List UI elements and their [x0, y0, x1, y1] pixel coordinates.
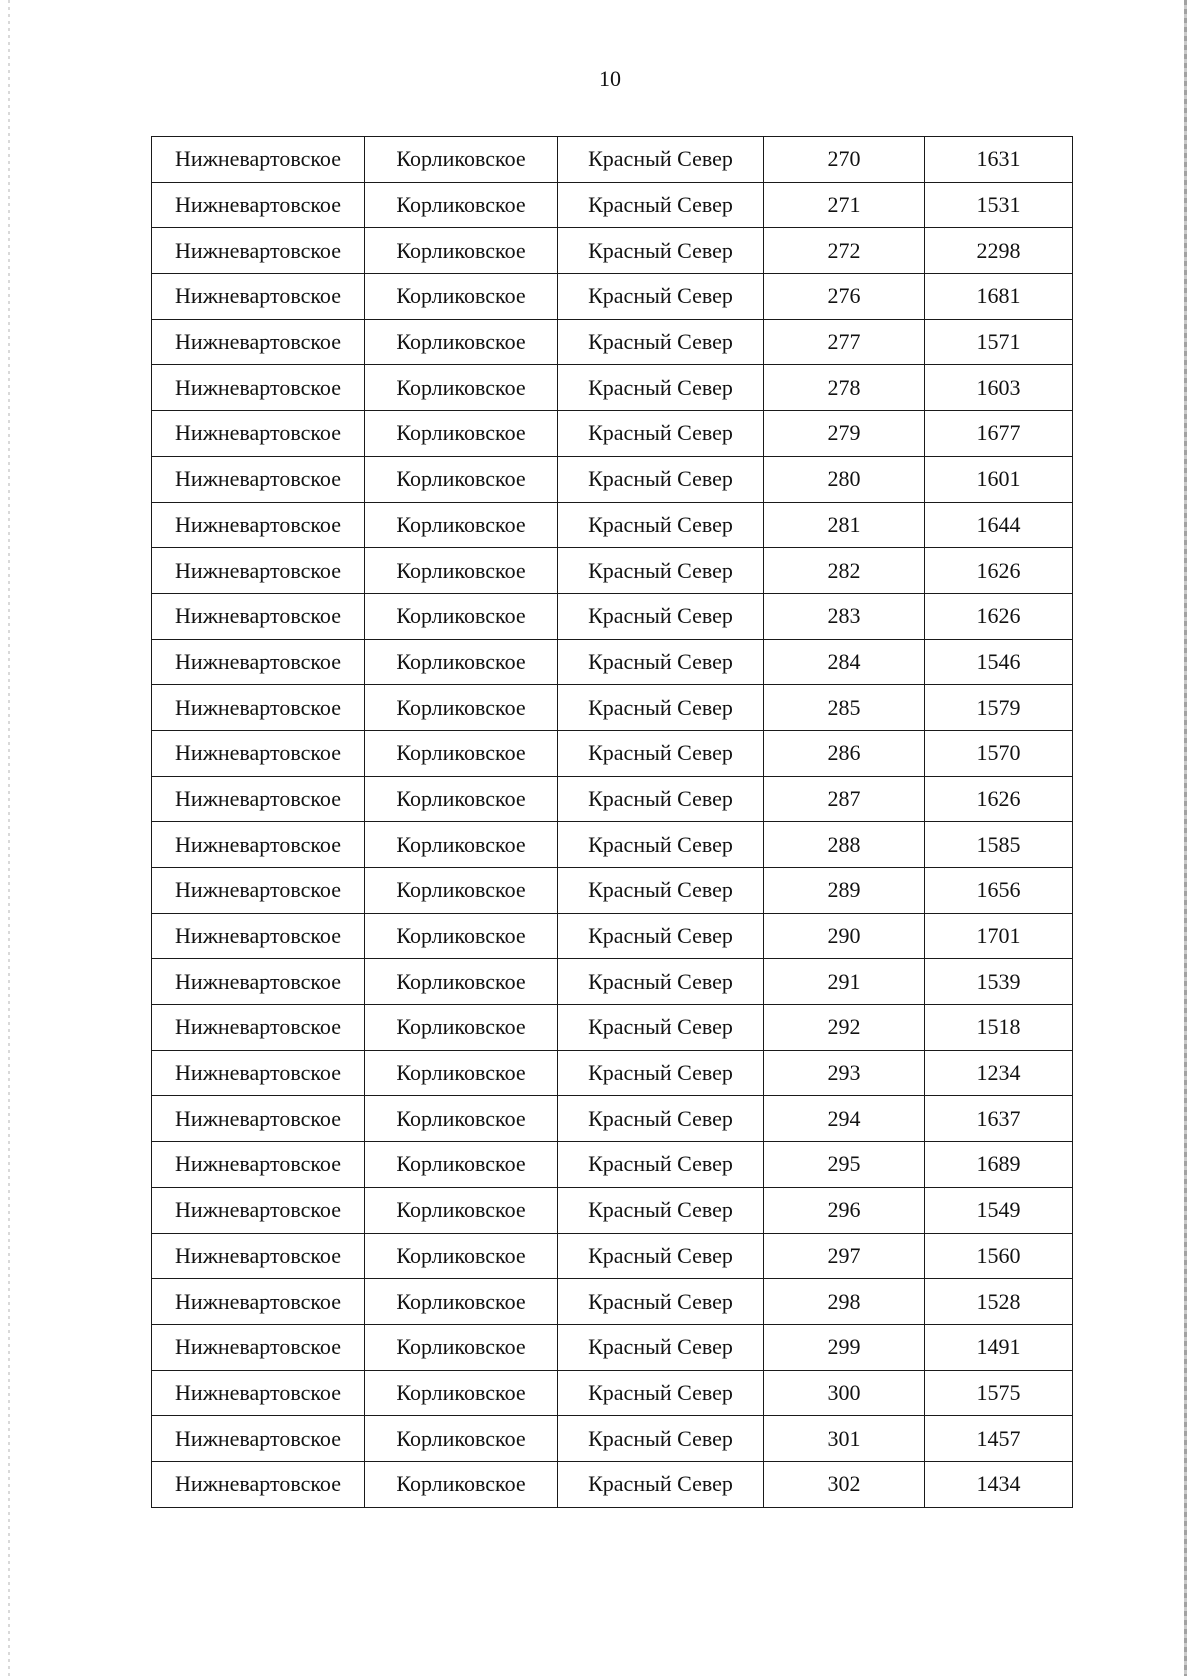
district-cell: Нижневартовское: [152, 274, 365, 320]
value-cell: 1656: [925, 868, 1073, 914]
number-cell: 301: [764, 1416, 925, 1462]
settlement-cell: Корликовское: [365, 639, 558, 685]
number-cell: 284: [764, 639, 925, 685]
locality-cell: Красный Север: [558, 1187, 764, 1233]
settlement-cell: Корликовское: [365, 1187, 558, 1233]
number-cell: 285: [764, 685, 925, 731]
table-row: [152, 593, 1073, 639]
district-cell: Нижневартовское: [152, 1416, 365, 1462]
table-row: [152, 1416, 1073, 1462]
district-cell: Нижневартовское: [152, 868, 365, 914]
settlement-cell: Корликовское: [365, 868, 558, 914]
value-cell: 1539: [925, 959, 1073, 1005]
table-row: [152, 1324, 1073, 1370]
table-row: [152, 730, 1073, 776]
locality-cell: Красный Север: [558, 639, 764, 685]
value-cell: 1603: [925, 365, 1073, 411]
table-row: [152, 548, 1073, 594]
locality-cell: Красный Север: [558, 913, 764, 959]
locality-cell: Красный Север: [558, 1050, 764, 1096]
locality-cell: Красный Север: [558, 822, 764, 868]
value-cell: 1631: [925, 137, 1073, 183]
number-cell: 280: [764, 456, 925, 502]
number-cell: 297: [764, 1233, 925, 1279]
value-cell: 1701: [925, 913, 1073, 959]
number-cell: 277: [764, 319, 925, 365]
value-cell: 1677: [925, 411, 1073, 457]
settlement-cell: Корликовское: [365, 548, 558, 594]
settlement-cell: Корликовское: [365, 730, 558, 776]
number-cell: 288: [764, 822, 925, 868]
value-cell: 1626: [925, 593, 1073, 639]
locality-cell: Красный Север: [558, 1005, 764, 1051]
settlement-cell: Корликовское: [365, 456, 558, 502]
table-row: [152, 1005, 1073, 1051]
locality-cell: Красный Север: [558, 1416, 764, 1462]
locality-cell: Красный Север: [558, 1461, 764, 1507]
district-cell: Нижневартовское: [152, 1461, 365, 1507]
table-row: [152, 959, 1073, 1005]
value-cell: 1491: [925, 1324, 1073, 1370]
number-cell: 292: [764, 1005, 925, 1051]
locality-cell: Красный Север: [558, 502, 764, 548]
settlement-cell: Корликовское: [365, 319, 558, 365]
locality-cell: Красный Север: [558, 868, 764, 914]
table-row: [152, 182, 1073, 228]
number-cell: 286: [764, 730, 925, 776]
value-cell: 1546: [925, 639, 1073, 685]
value-cell: 1434: [925, 1461, 1073, 1507]
data-table: [151, 136, 1073, 1508]
settlement-cell: Корликовское: [365, 959, 558, 1005]
number-cell: 290: [764, 913, 925, 959]
value-cell: 2298: [925, 228, 1073, 274]
settlement-cell: Корликовское: [365, 1324, 558, 1370]
district-cell: Нижневартовское: [152, 1096, 365, 1142]
settlement-cell: Корликовское: [365, 1370, 558, 1416]
locality-cell: Красный Север: [558, 593, 764, 639]
locality-cell: Красный Север: [558, 228, 764, 274]
district-cell: Нижневартовское: [152, 1233, 365, 1279]
district-cell: Нижневартовское: [152, 1370, 365, 1416]
value-cell: 1457: [925, 1416, 1073, 1462]
district-cell: Нижневартовское: [152, 593, 365, 639]
value-cell: 1626: [925, 548, 1073, 594]
value-cell: 1234: [925, 1050, 1073, 1096]
table-row: [152, 1461, 1073, 1507]
settlement-cell: Корликовское: [365, 182, 558, 228]
number-cell: 282: [764, 548, 925, 594]
table-row: [152, 228, 1073, 274]
district-cell: Нижневартовское: [152, 913, 365, 959]
locality-cell: Красный Север: [558, 365, 764, 411]
number-cell: 293: [764, 1050, 925, 1096]
value-cell: 1579: [925, 685, 1073, 731]
number-cell: 296: [764, 1187, 925, 1233]
table-row: [152, 1096, 1073, 1142]
district-cell: Нижневартовское: [152, 411, 365, 457]
locality-cell: Красный Север: [558, 730, 764, 776]
locality-cell: Красный Север: [558, 411, 764, 457]
district-cell: Нижневартовское: [152, 319, 365, 365]
settlement-cell: Корликовское: [365, 1416, 558, 1462]
district-cell: Нижневартовское: [152, 228, 365, 274]
scan-edge-right: [1184, 0, 1187, 1676]
district-cell: Нижневартовское: [152, 456, 365, 502]
value-cell: 1549: [925, 1187, 1073, 1233]
district-cell: Нижневартовское: [152, 1324, 365, 1370]
table-body: [152, 137, 1073, 1508]
table-row: [152, 411, 1073, 457]
table-row: [152, 319, 1073, 365]
settlement-cell: Корликовское: [365, 776, 558, 822]
number-cell: 295: [764, 1142, 925, 1188]
value-cell: 1637: [925, 1096, 1073, 1142]
settlement-cell: Корликовское: [365, 822, 558, 868]
settlement-cell: Корликовское: [365, 274, 558, 320]
settlement-cell: Корликовское: [365, 137, 558, 183]
table-row: [152, 822, 1073, 868]
number-cell: 291: [764, 959, 925, 1005]
value-cell: 1601: [925, 456, 1073, 502]
district-cell: Нижневартовское: [152, 502, 365, 548]
table-row: [152, 365, 1073, 411]
value-cell: 1528: [925, 1279, 1073, 1325]
settlement-cell: Корликовское: [365, 365, 558, 411]
settlement-cell: Корликовское: [365, 411, 558, 457]
district-cell: Нижневартовское: [152, 639, 365, 685]
number-cell: 271: [764, 182, 925, 228]
locality-cell: Красный Север: [558, 1370, 764, 1416]
district-cell: Нижневартовское: [152, 1050, 365, 1096]
locality-cell: Красный Север: [558, 1233, 764, 1279]
value-cell: 1570: [925, 730, 1073, 776]
settlement-cell: Корликовское: [365, 1142, 558, 1188]
number-cell: 279: [764, 411, 925, 457]
settlement-cell: Корликовское: [365, 502, 558, 548]
table-row: [152, 274, 1073, 320]
table-row: [152, 1279, 1073, 1325]
value-cell: 1531: [925, 182, 1073, 228]
district-cell: Нижневартовское: [152, 1279, 365, 1325]
locality-cell: Красный Север: [558, 548, 764, 594]
table-row: [152, 639, 1073, 685]
table-row: [152, 1050, 1073, 1096]
table-row: [152, 913, 1073, 959]
locality-cell: Красный Север: [558, 685, 764, 731]
number-cell: 276: [764, 274, 925, 320]
table-row: [152, 1187, 1073, 1233]
number-cell: 294: [764, 1096, 925, 1142]
district-cell: Нижневартовское: [152, 1187, 365, 1233]
value-cell: 1575: [925, 1370, 1073, 1416]
number-cell: 272: [764, 228, 925, 274]
locality-cell: Красный Север: [558, 319, 764, 365]
settlement-cell: Корликовское: [365, 685, 558, 731]
table-row: [152, 502, 1073, 548]
settlement-cell: Корликовское: [365, 1050, 558, 1096]
value-cell: 1681: [925, 274, 1073, 320]
settlement-cell: Корликовское: [365, 1233, 558, 1279]
scan-edge-left: [8, 0, 10, 1676]
district-cell: Нижневартовское: [152, 822, 365, 868]
district-cell: Нижневартовское: [152, 959, 365, 1005]
number-cell: 299: [764, 1324, 925, 1370]
table-row: [152, 456, 1073, 502]
locality-cell: Красный Север: [558, 776, 764, 822]
number-cell: 289: [764, 868, 925, 914]
district-cell: Нижневартовское: [152, 182, 365, 228]
settlement-cell: Корликовское: [365, 1096, 558, 1142]
table-row: [152, 1370, 1073, 1416]
value-cell: 1560: [925, 1233, 1073, 1279]
number-cell: 298: [764, 1279, 925, 1325]
settlement-cell: Корликовское: [365, 913, 558, 959]
district-cell: Нижневартовское: [152, 730, 365, 776]
table-row: [152, 685, 1073, 731]
settlement-cell: Корликовское: [365, 1461, 558, 1507]
value-cell: 1571: [925, 319, 1073, 365]
locality-cell: Красный Север: [558, 1279, 764, 1325]
table-row: [152, 137, 1073, 183]
value-cell: 1644: [925, 502, 1073, 548]
number-cell: 281: [764, 502, 925, 548]
number-cell: 287: [764, 776, 925, 822]
locality-cell: Красный Север: [558, 1324, 764, 1370]
district-cell: Нижневартовское: [152, 1142, 365, 1188]
district-cell: Нижневартовское: [152, 137, 365, 183]
settlement-cell: Корликовское: [365, 593, 558, 639]
settlement-cell: Корликовское: [365, 228, 558, 274]
locality-cell: Красный Север: [558, 456, 764, 502]
district-cell: Нижневартовское: [152, 548, 365, 594]
value-cell: 1626: [925, 776, 1073, 822]
locality-cell: Красный Север: [558, 182, 764, 228]
settlement-cell: Корликовское: [365, 1005, 558, 1051]
locality-cell: Красный Север: [558, 959, 764, 1005]
table-row: [152, 868, 1073, 914]
locality-cell: Красный Север: [558, 1142, 764, 1188]
table-row: [152, 776, 1073, 822]
locality-cell: Красный Север: [558, 137, 764, 183]
value-cell: 1689: [925, 1142, 1073, 1188]
table-row: [152, 1142, 1073, 1188]
locality-cell: Красный Север: [558, 1096, 764, 1142]
value-cell: 1585: [925, 822, 1073, 868]
value-cell: 1518: [925, 1005, 1073, 1051]
settlement-cell: Корликовское: [365, 1279, 558, 1325]
number-cell: 302: [764, 1461, 925, 1507]
district-cell: Нижневартовское: [152, 776, 365, 822]
number-cell: 300: [764, 1370, 925, 1416]
table-row: [152, 1233, 1073, 1279]
number-cell: 278: [764, 365, 925, 411]
district-cell: Нижневартовское: [152, 685, 365, 731]
district-cell: Нижневартовское: [152, 365, 365, 411]
page-number: 10: [599, 66, 621, 91]
number-cell: 270: [764, 137, 925, 183]
number-cell: 283: [764, 593, 925, 639]
locality-cell: Красный Север: [558, 274, 764, 320]
district-cell: Нижневартовское: [152, 1005, 365, 1051]
